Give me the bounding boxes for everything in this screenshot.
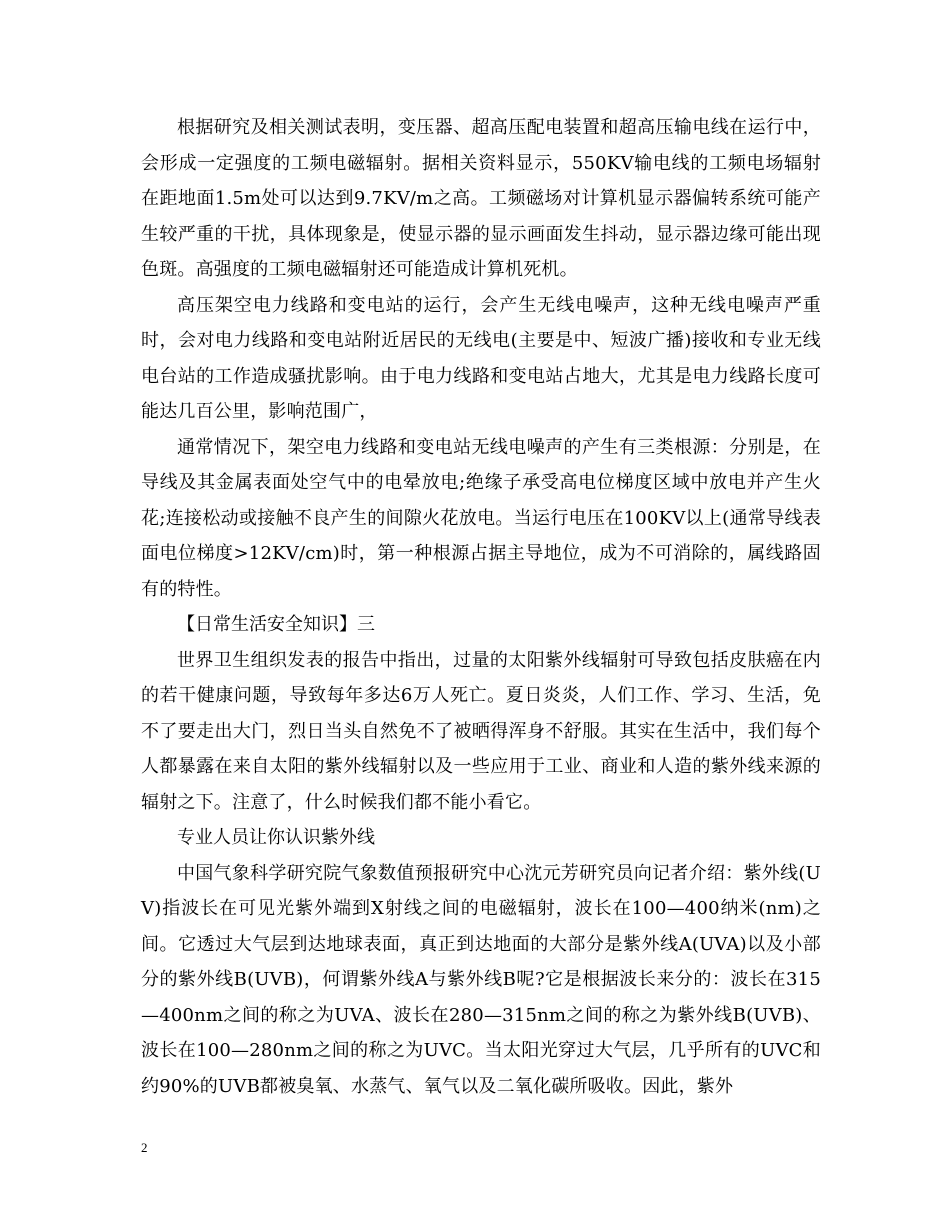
- paragraph-radio-noise: 高压架空电力线路和变电站的运行，会产生无线电噪声，这种无线电噪声严重时，会对电力线路和变电站附近居民的无线电(主要是中、短波广播)接收和专业无线电台站的工作造成骚扰影响。由于电力线路和变电站占地大，尤其是电力线路长度可能达几百公里，影响范围广，: [141, 294, 821, 422]
- page-number: 2: [141, 1140, 148, 1155]
- paragraph-noise-sources: 通常情况下，架空电力线路和变电站无线电噪声的产生有三类根源：分别是，在导线及其金属表面处空气中的电晕放电;绝缘子承受高电位梯度区域中放电并产生火花;连接松动或接触不良产生的间隙火花放电。当运行电压在100KV以上(通常导线表面电位梯度>12KV/cm)时，第一种根源占据主导地位，成为不可消除的，属线路固有的特性。: [141, 436, 821, 600]
- paragraph-uv-definition: 中国气象科学研究院气象数值预报研究中心沈元芳研究员向记者介绍：紫外线(UV)指波长在可见光紫外端到X射线之间的电磁辐射，波长在100—400纳米(nm)之间。它透过大气层到达地球表面，真正到达地面的大部分是紫外线A(UVA)以及小部分的紫外线B(UVB)，何谓紫外线A与紫外线B呢?它是根据波长来分的：波长在315—400nm之间的称之为UVA、波长在280—315nm之间的称之为紫外线B(UVB)、波长在100—280nm之间的称之为UVC。当太阳光穿过大气层，几乎所有的UVC和约90%的UVB都被臭氧、水蒸气、氧气以及二氧化碳所吸收。因此，紫外: [141, 862, 821, 1097]
- paragraph-uv-health-risk: 世界卫生组织发表的报告中指出，过量的太阳紫外线辐射可导致包括皮肤癌在内的若干健康问题，导致每年多达6万人死亡。夏日炎炎，人们工作、学习、生活，免不了要走出大门，烈日当头自然免不了被晒得浑身不舒服。其实在生活中，我们每个人都暴露在来自太阳的紫外线辐射以及一些应用于工业、商业和人造的紫外线来源的辐射之下。注意了，什么时候我们都不能小看它。: [141, 649, 821, 813]
- section-heading: 【日常生活安全知识】三: [177, 614, 375, 635]
- subheading-uv-intro: 专业人员让你认识紫外线: [177, 827, 375, 848]
- document-body: [141, 110, 821, 1104]
- paragraph-power-frequency-radiation: 根据研究及相关测试表明，变压器、超高压配电装置和超高压输电线在运行中，会形成一定强度的工频电磁辐射。据相关资料显示，550KV输电线的工频电场辐射在距地面1.5m处可以达到9.7KV/m之高。工频磁场对计算机显示器偏转系统可能产生较严重的干扰，具体现象是，使显示器的显示画面发生抖动，显示器边缘可能出现色斑。高强度的工频电磁辐射还可能造成计算机死机。: [141, 117, 821, 280]
